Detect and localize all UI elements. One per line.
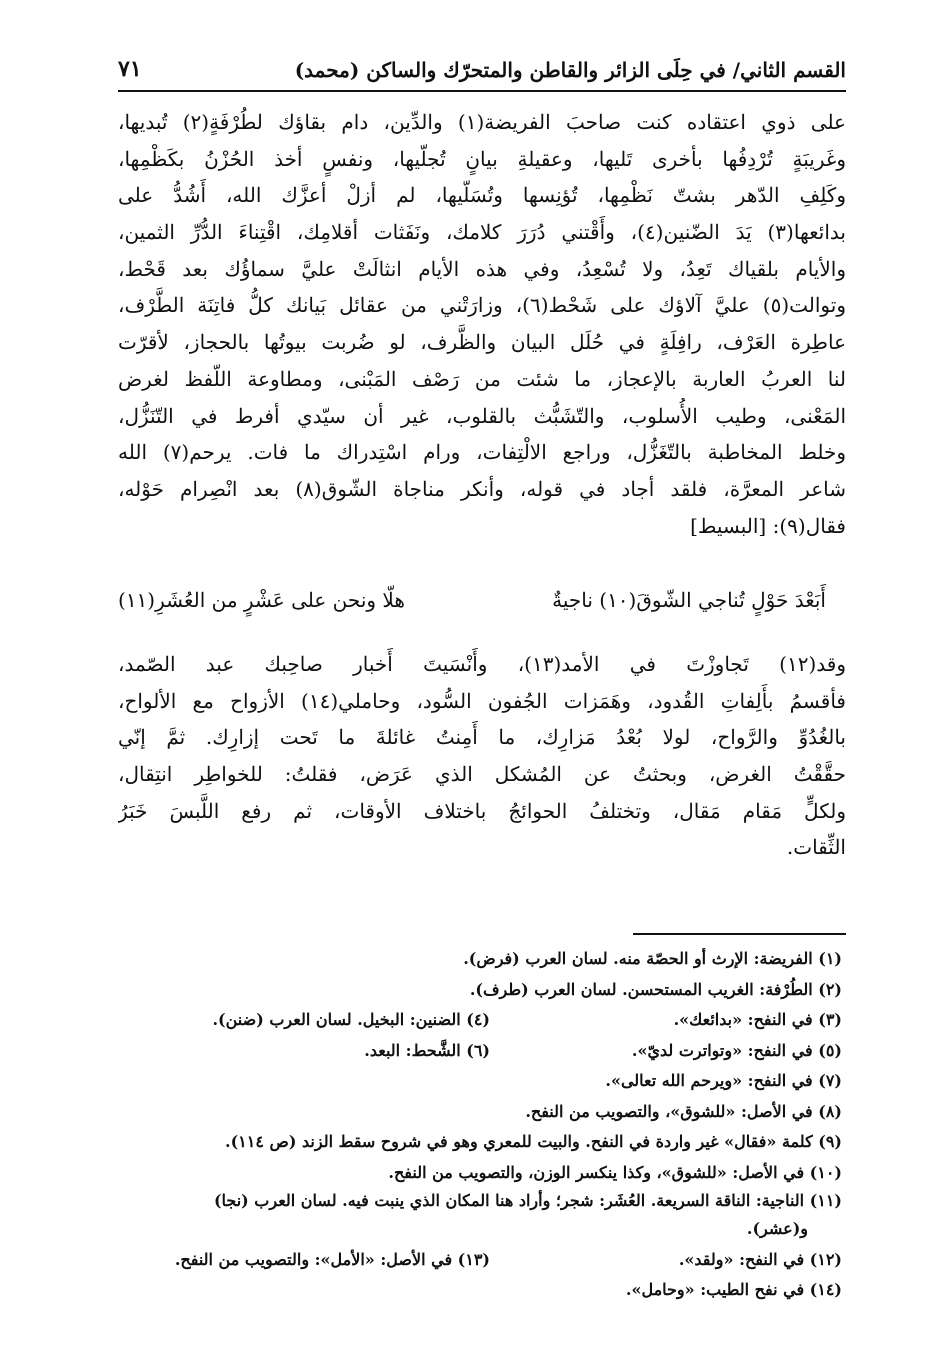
footnote: (٩) كلمة «فقال» غير واردة في النفح. والبيت للمعري وهو في شروح سقط الزند (ص ١١٤). bbox=[225, 1132, 842, 1151]
text-line: وتوالت(٥) عليَّ آلاؤك على شَحْط(٦)، وزارَتْني من عقائل بَيانك كلُّ فاتِنَة الطَّرْف، bbox=[118, 293, 846, 318]
text-line: بدائعها(٣) يَدَ الضّنين(٤)، وأَقْتني دُرَرَ كلامك، ونَفَثات أقلامِك، اقْتِناءَ الدُّرِّ الثمين، bbox=[118, 220, 846, 245]
footnote-separator bbox=[633, 933, 846, 935]
footnote: (١٢) في النفح: «ولقد». bbox=[678, 1249, 842, 1269]
main-text-block-2 bbox=[118, 646, 846, 866]
text-line: على ذوي اعتقاده كنت صاحبَ الفريضة(١) والدِّين، دام بقاؤك لطُرْفَةٍ(٢) تُبديها، bbox=[118, 110, 846, 134]
header-title: القسم الثاني/ في حِلَى الزائر والقاطن والمتحرّك والساكن (محمد) bbox=[294, 58, 846, 82]
text-line: شاعر المعرَّة، فلقد أجاد في قوله، وأنكر مناجاة الشّوق(٨) بعد انْصِرام حَوْله، bbox=[118, 476, 846, 501]
footnotes bbox=[118, 944, 842, 1306]
verse-second-hemistich: هلّا ونحن على عَشْرٍ من العُشَرِ(١١) bbox=[118, 588, 405, 612]
footnote: (٢) الطُرْفة: الغريب المستحسن. لسان العرب (طرف). bbox=[469, 979, 842, 999]
page-number: ٧١ bbox=[118, 56, 142, 82]
text-line: وخلط المخاطبة بالتّغَزُّل، وراجع الالْتِفات، ورام اسْتِدراك ما فات. يرحم(٧) الله bbox=[118, 440, 846, 465]
footnote: (٧) في النفح: «ويرحم الله تعالى». bbox=[605, 1071, 842, 1090]
header-rule bbox=[118, 90, 846, 92]
text-line: المَعْنى، وطيب الأُسلوب، والتّشَبُّث بالقلوب، غير أن سيّدي أفرط في التّنَزُّل، bbox=[118, 403, 846, 428]
text-line: حقَّقْتُ الغرض، وبحثتُ عن المُشكل الذي عَرَض، فقلتُ: للخواطِر انتِقال، bbox=[118, 762, 846, 787]
main-text-block bbox=[118, 104, 846, 544]
footnote: (٨) في الأصل: «للشوق»، والتصويب من النفح. bbox=[525, 1101, 842, 1121]
text-line: الثِّقات. bbox=[786, 835, 846, 860]
text-line: فقال(٩): [البسيط] bbox=[690, 513, 846, 538]
footnote: (١٣) في الأصل: «الأمل»: والتصويب من النفح. bbox=[174, 1249, 490, 1269]
text-line: والأيام بلقياك تَعِدُ، ولا تُسْعِدُ، وفي هذه الأيام انثالَتْ عليَّ سماؤُك بعد قَحْط، bbox=[118, 256, 846, 281]
footnote: (٦) الشَّحط: البعد. bbox=[364, 1040, 490, 1060]
poetry-verse bbox=[118, 588, 846, 628]
footnote: (٣) في النفح: «بدائعك». bbox=[673, 1010, 842, 1029]
text-line: ولكلٍّ مَقام مَقال، وتختلفُ الحوائجُ باختلاف الأوقات، ثم رفع اللَّبسَ خَبَرُ bbox=[118, 798, 846, 823]
text-line: فأقسمُ بأَلِفاتِ القُدود، وهَمَزات الجُفون السُّود، وحاملي(١٤) الأزواح مع الألواح، bbox=[118, 688, 846, 713]
footnote-pair bbox=[118, 1245, 842, 1276]
text-line: وغَريبَةٍ تُرْدِفُها بأخرى تَليها، وعقيلةِ بيانٍ تُجلّيها، ونفسٍ أخذ الحُزْنُ بكَظْمِها، bbox=[118, 146, 846, 171]
footnote-pair bbox=[118, 1005, 842, 1036]
footnote: (١١) الناجية: الناقة السريعة. العُشَر: شجر؛ وأراد هنا المكان الذي ينبت فيه. لسان العرب (نجا) bbox=[213, 1191, 842, 1210]
text-line: لنا العربُ العاربة بالإعجاز، ما شئت من رَصْف المَبْنى، ومطاوعة اللّفظ لغرض bbox=[118, 366, 846, 391]
footnote-pair bbox=[118, 1036, 842, 1067]
verse-first-hemistich: أَبَعْدَ حَوْلٍ تُناجي الشّوقَ(١٠) ناجيةٌ bbox=[552, 588, 826, 612]
footnote: (١٤) في نفح الطيب: «وحامل». bbox=[625, 1280, 842, 1299]
footnote: (١٠) في الأصل: «للشوق»، وكذا ينكسر الوزن، والتصويب من النفح. bbox=[388, 1162, 842, 1182]
footnote: (٥) في النفح: «وتواترت لديّ». bbox=[631, 1040, 842, 1060]
footnote: (٤) الضنين: البخيل. لسان العرب (ضنن). bbox=[212, 1010, 490, 1029]
text-line: وقد(١٢) تَجاوزْتَ في الأمد(١٣)، وأَنْسَيتَ أَخبار صاحِبك عبد الصّمد، bbox=[118, 652, 846, 676]
running-header bbox=[118, 52, 846, 88]
footnote-continuation: و(عشر). bbox=[746, 1219, 808, 1238]
text-line: عاطِرة العَرْف، رافِلَةٍ في حُلَل البيان والظَّرف، لو ضُربت بيوتُها بالحجاز، لأقرّت bbox=[118, 330, 846, 355]
footnote: (١) الفريضة: الإرث أو الحصّة منه. لسان العرب (فرض). bbox=[463, 949, 842, 968]
text-line: بالغُدُوِّ والرَّواح، لولا بُعْدُ مَزارِك، ما أَمِنتُ غائلةَ ما تَحت إزارِك. ثمَّ إنّي bbox=[118, 725, 846, 750]
text-line: وكَلِفِ الدّهر بشتّ نَظْمِها، تُؤنِسها وتُسَلّيها، لم أزلْ أعزَّك الله، أَشُدُّ على bbox=[118, 183, 846, 208]
